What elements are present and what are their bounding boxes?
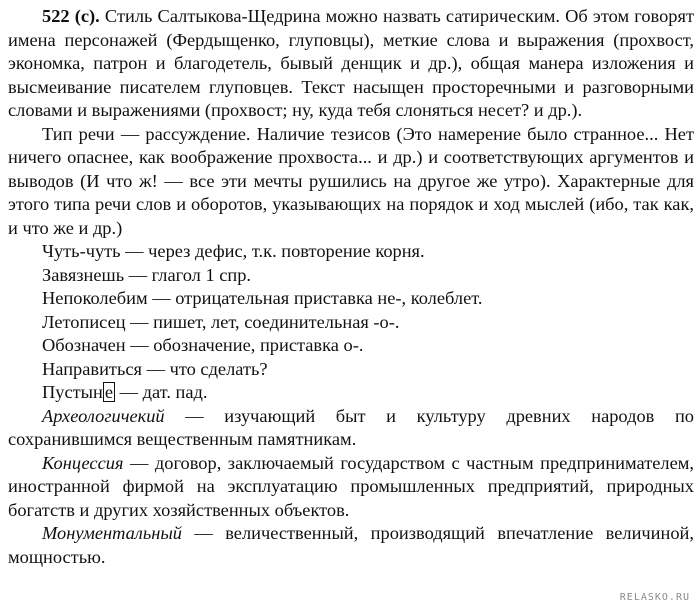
glossary-entry — [8, 405, 694, 452]
glossary-term: Концессия — [42, 452, 124, 473]
boxed-ending-letter: е — [104, 382, 114, 402]
word-explanation: — дат. пад. — [115, 382, 208, 402]
glossary — [8, 405, 694, 570]
word-entry — [8, 287, 694, 311]
glossary-definition: — изучающий быт и культуру древних народов по сохранившимся вещественным памятникам. — [8, 405, 694, 449]
word: Направиться — [42, 358, 142, 379]
exercise-intro-paragraph — [8, 5, 694, 123]
word-explanation: — что сделать? — [141, 358, 268, 379]
speech-type-paragraph: Тип речи — рассуждение. Наличие тезисов (Это намерение было странное... Нет ничего опаснее, как воображение прохвоста... и др.) и соответствующих аргументов и выводов (И что ж! — все эти мечты рушились на другое же утро). Характерные для этого типа речи слов и оборотов, указывающих на порядок и ход мыслей (ибо, так как, и что же и др.) — [8, 123, 694, 238]
glossary-term: Археологичекий — [42, 405, 165, 426]
word: Обозначен — [42, 335, 126, 355]
glossary-term: Монументальный — [42, 523, 182, 543]
word-explanation: — отрицательная приставка не-, колеблет. — [147, 288, 483, 308]
word-explanation: — обозначение, приставка о-. — [125, 335, 364, 355]
site-watermark: RELASKO.RU — [619, 592, 690, 603]
glossary-definition: — величественный, производящий впечатление величиной, мощностью. — [8, 523, 694, 567]
word: Непоколебим — [42, 288, 148, 308]
word-entry — [8, 334, 694, 358]
word-entry — [8, 264, 694, 288]
word-explanation: — глагол 1 спр. — [124, 264, 252, 285]
word-entry — [8, 240, 694, 264]
exercise-intro-text: Стиль Салтыкова-Щедрина можно назвать сатирическим. Об этом говорят имена персонажей (Фердыщенко, глуповцы), меткие слова и выражения (прохвост, экономка, патрон и благодетель, бывый денщик и др.), общая манера изложения и высмеивание писателем глуповцев. Текст насыщен просторечными и разговорными словами и выражениями (прохвост; ну, куда тебя слоняться несет? и др.). — [8, 6, 694, 120]
word-entry — [8, 311, 694, 335]
word-entry — [8, 358, 694, 382]
word: Летописец — [42, 311, 126, 332]
exercise-number: 522 (с). — [42, 6, 100, 26]
glossary-definition: — договор, заключаемый государством с частным предпринимателем, иностранной фирмой на эксплуатацию промышленных предприятий, природных богатств и других хозяйственных объектов. — [8, 452, 694, 520]
word: Чуть-чуть — [42, 241, 121, 261]
word-explanation: — пишет, лет, соединительная -о-. — [125, 311, 400, 332]
glossary-entry — [8, 522, 694, 569]
word-analysis-list — [8, 240, 694, 405]
glossary-entry — [8, 452, 694, 523]
word: Завязнешь — [42, 264, 125, 285]
word-explanation: — через дефис, т.к. повторение корня. — [120, 241, 425, 261]
word: Пустын — [42, 382, 103, 402]
word-entry — [8, 381, 694, 405]
